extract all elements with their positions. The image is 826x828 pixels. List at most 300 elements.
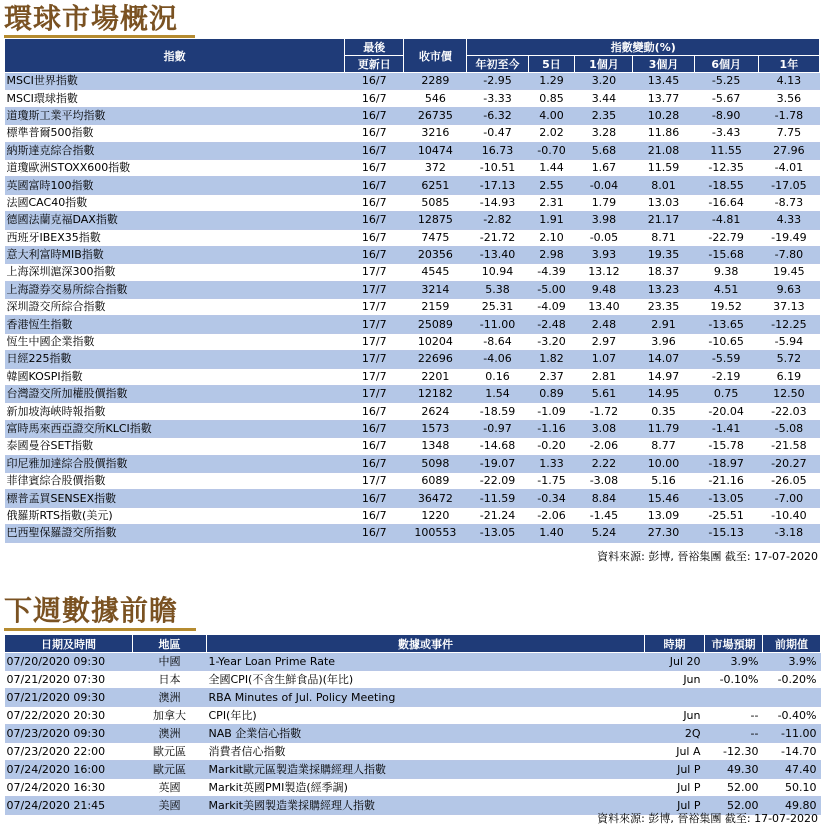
event-previous-cell: -0.20%	[763, 671, 821, 689]
event-name-cell: RBA Minutes of Jul. Policy Meeting	[207, 689, 645, 707]
update-date-cell: 17/7	[345, 264, 404, 281]
update-date-cell: 17/7	[345, 281, 404, 298]
event-forecast-cell: 52.00	[705, 797, 763, 815]
index-name-cell: 巴西聖保羅證交所指數	[5, 525, 345, 542]
6m-change-cell: -10.65	[694, 333, 758, 350]
header-period: 時期	[645, 635, 705, 653]
ytd-change-cell: 10.94	[467, 264, 528, 281]
close-price-cell: 3214	[404, 281, 467, 298]
6m-change-cell: -8.90	[694, 107, 758, 124]
6m-change-cell: 0.75	[694, 386, 758, 403]
header-datetime: 日期及時間	[5, 635, 133, 653]
close-price-cell: 6089	[404, 472, 467, 489]
update-date-cell: 17/7	[345, 368, 404, 385]
3m-change-cell: 13.45	[633, 73, 694, 90]
1m-change-cell: 1.79	[575, 194, 633, 211]
event-period-cell: Jul P	[645, 797, 705, 815]
5d-change-cell: -0.70	[528, 142, 575, 159]
1m-change-cell: 3.44	[575, 90, 633, 107]
6m-change-cell: 9.38	[694, 264, 758, 281]
table-row	[5, 107, 820, 124]
table-row	[5, 420, 820, 437]
1y-change-cell: -5.08	[758, 420, 819, 437]
update-date-cell: 16/7	[345, 194, 404, 211]
header-index: 指數	[5, 39, 345, 73]
event-previous-cell: -0.40%	[763, 707, 821, 725]
event-region-cell: 中國	[133, 653, 207, 671]
update-date-cell: 16/7	[345, 90, 404, 107]
3m-change-cell: 13.77	[633, 90, 694, 107]
1m-change-cell: 13.12	[575, 264, 633, 281]
event-period-cell: 2Q	[645, 725, 705, 743]
3m-change-cell: 19.35	[633, 246, 694, 263]
1y-change-cell: 6.19	[758, 368, 819, 385]
1y-change-cell: 5.72	[758, 351, 819, 368]
header-3m: 3個月	[633, 56, 694, 73]
5d-change-cell: -3.20	[528, 333, 575, 350]
1y-change-cell: -21.58	[758, 438, 819, 455]
event-datetime-cell: 07/23/2020 09:30	[5, 725, 133, 743]
6m-change-cell: -20.04	[694, 403, 758, 420]
1y-change-cell: 27.96	[758, 142, 819, 159]
1m-change-cell: 8.84	[575, 490, 633, 507]
close-price-cell: 22696	[404, 351, 467, 368]
table-row	[5, 490, 820, 507]
6m-change-cell: -3.43	[694, 125, 758, 142]
5d-change-cell: 2.02	[528, 125, 575, 142]
event-forecast-cell: 3.9%	[705, 653, 763, 671]
event-datetime-cell: 07/24/2020 16:30	[5, 779, 133, 797]
table-row	[5, 653, 821, 671]
close-price-cell: 5098	[404, 455, 467, 472]
1y-change-cell: -7.80	[758, 246, 819, 263]
5d-change-cell: 4.00	[528, 107, 575, 124]
event-period-cell: Jun	[645, 707, 705, 725]
ytd-change-cell: -10.51	[467, 159, 528, 176]
event-name-cell: Markit美國製造業採購經理人指數	[207, 797, 645, 815]
close-price-cell: 1573	[404, 420, 467, 437]
5d-change-cell: 0.89	[528, 386, 575, 403]
6m-change-cell: -18.55	[694, 177, 758, 194]
close-price-cell: 3216	[404, 125, 467, 142]
header-5d: 5日	[528, 56, 575, 73]
event-previous-cell: 3.9%	[763, 653, 821, 671]
index-name-cell: 新加坡海峽時報指數	[5, 403, 345, 420]
table-row	[5, 743, 821, 761]
close-price-cell: 12182	[404, 386, 467, 403]
5d-change-cell: -4.39	[528, 264, 575, 281]
1m-change-cell: 5.68	[575, 142, 633, 159]
5d-change-cell: 2.10	[528, 229, 575, 246]
event-period-cell: Jul A	[645, 743, 705, 761]
5d-change-cell: -1.09	[528, 403, 575, 420]
5d-change-cell: -2.48	[528, 316, 575, 333]
1m-change-cell: -0.05	[575, 229, 633, 246]
update-date-cell: 16/7	[345, 403, 404, 420]
1m-change-cell: 3.08	[575, 420, 633, 437]
close-price-cell: 7475	[404, 229, 467, 246]
1y-change-cell: 4.33	[758, 212, 819, 229]
close-price-cell: 1348	[404, 438, 467, 455]
header-previous: 前期值	[763, 635, 821, 653]
5d-change-cell: 1.91	[528, 212, 575, 229]
3m-change-cell: 18.37	[633, 264, 694, 281]
close-price-cell: 10474	[404, 142, 467, 159]
table-row	[5, 472, 820, 489]
index-name-cell: 泰國曼谷SET指數	[5, 438, 345, 455]
ytd-change-cell: -18.59	[467, 403, 528, 420]
event-previous-cell: 47.40	[763, 761, 821, 779]
6m-change-cell: -21.16	[694, 472, 758, 489]
events-table	[4, 634, 821, 815]
close-price-cell: 26735	[404, 107, 467, 124]
table-row	[5, 779, 821, 797]
event-name-cell: Markit歐元區製造業採購經理人指數	[207, 761, 645, 779]
1m-change-cell: 5.61	[575, 386, 633, 403]
1m-change-cell: -1.72	[575, 403, 633, 420]
table-row	[5, 194, 820, 211]
event-region-cell: 加拿大	[133, 707, 207, 725]
ytd-change-cell: 5.38	[467, 281, 528, 298]
index-name-cell: 標準普爾500指數	[5, 125, 345, 142]
ytd-change-cell: -4.06	[467, 351, 528, 368]
index-name-cell: 日經225指數	[5, 351, 345, 368]
6m-change-cell: -16.64	[694, 194, 758, 211]
event-period-cell	[645, 689, 705, 707]
update-date-cell: 17/7	[345, 351, 404, 368]
close-price-cell: 2201	[404, 368, 467, 385]
header-update-line1: 最後	[345, 39, 404, 56]
close-price-cell: 1220	[404, 507, 467, 524]
event-datetime-cell: 07/22/2020 20:30	[5, 707, 133, 725]
ytd-change-cell: -17.13	[467, 177, 528, 194]
table-row	[5, 142, 820, 159]
event-region-cell: 歐元區	[133, 761, 207, 779]
close-price-cell: 4545	[404, 264, 467, 281]
6m-change-cell: -5.67	[694, 90, 758, 107]
ytd-change-cell: 1.54	[467, 386, 528, 403]
ytd-change-cell: 0.16	[467, 368, 528, 385]
index-name-cell: 俄羅斯RTS指數(美元)	[5, 507, 345, 524]
1y-change-cell: 4.13	[758, 73, 819, 90]
1y-change-cell: -12.25	[758, 316, 819, 333]
events-title-underline	[4, 628, 196, 631]
index-name-cell: 上海深圳滬深300指數	[5, 264, 345, 281]
ytd-change-cell: -22.09	[467, 472, 528, 489]
ytd-change-cell: -13.05	[467, 525, 528, 542]
update-date-cell: 16/7	[345, 525, 404, 542]
3m-change-cell: 14.97	[633, 368, 694, 385]
ytd-change-cell: -3.33	[467, 90, 528, 107]
update-date-cell: 16/7	[345, 212, 404, 229]
table-row	[5, 351, 820, 368]
1y-change-cell: -8.73	[758, 194, 819, 211]
event-previous-cell: 49.80	[763, 797, 821, 815]
event-previous-cell: 50.10	[763, 779, 821, 797]
1m-change-cell: 1.67	[575, 159, 633, 176]
6m-change-cell: -15.68	[694, 246, 758, 263]
close-price-cell: 25089	[404, 316, 467, 333]
1m-change-cell: 3.20	[575, 73, 633, 90]
3m-change-cell: 10.00	[633, 455, 694, 472]
ytd-change-cell: -13.40	[467, 246, 528, 263]
index-name-cell: 德國法蘭克福DAX指數	[5, 212, 345, 229]
table-row	[5, 281, 820, 298]
3m-change-cell: 27.30	[633, 525, 694, 542]
3m-change-cell: 11.79	[633, 420, 694, 437]
header-6m: 6個月	[694, 56, 758, 73]
table-row	[5, 159, 820, 176]
event-period-cell: Jun	[645, 671, 705, 689]
index-name-cell: 印尼雅加達綜合股價指數	[5, 455, 345, 472]
3m-change-cell: 10.28	[633, 107, 694, 124]
event-name-cell: 全國CPI(不含生鮮食品)(年比)	[207, 671, 645, 689]
1m-change-cell: 2.97	[575, 333, 633, 350]
close-price-cell: 20356	[404, 246, 467, 263]
event-name-cell: 1-Year Loan Prime Rate	[207, 653, 645, 671]
6m-change-cell: 19.52	[694, 299, 758, 316]
event-name-cell: Markit英國PMI製造(經季調)	[207, 779, 645, 797]
ytd-change-cell: -14.93	[467, 194, 528, 211]
1m-change-cell: 2.81	[575, 368, 633, 385]
5d-change-cell: -1.16	[528, 420, 575, 437]
update-date-cell: 17/7	[345, 472, 404, 489]
5d-change-cell: 0.85	[528, 90, 575, 107]
header-1m: 1個月	[575, 56, 633, 73]
table-row	[5, 246, 820, 263]
event-forecast-cell: --	[705, 725, 763, 743]
1y-change-cell: -3.18	[758, 525, 819, 542]
table-row	[5, 403, 820, 420]
update-date-cell: 16/7	[345, 177, 404, 194]
ytd-change-cell: -2.82	[467, 212, 528, 229]
6m-change-cell: -5.59	[694, 351, 758, 368]
3m-change-cell: 0.35	[633, 403, 694, 420]
3m-change-cell: 23.35	[633, 299, 694, 316]
1y-change-cell: 12.50	[758, 386, 819, 403]
1y-change-cell: 19.45	[758, 264, 819, 281]
table-row	[5, 125, 820, 142]
close-price-cell: 2624	[404, 403, 467, 420]
index-name-cell: 法國CAC40指數	[5, 194, 345, 211]
3m-change-cell: 2.91	[633, 316, 694, 333]
update-date-cell: 16/7	[345, 420, 404, 437]
6m-change-cell: -15.13	[694, 525, 758, 542]
3m-change-cell: 3.96	[633, 333, 694, 350]
header-1y: 1年	[758, 56, 819, 73]
ytd-change-cell: -11.59	[467, 490, 528, 507]
5d-change-cell: 1.82	[528, 351, 575, 368]
1y-change-cell: 7.75	[758, 125, 819, 142]
1y-change-cell: -5.94	[758, 333, 819, 350]
market-source-note: 資料來源: 彭博, 晉裕集團 截至: 17-07-2020	[597, 550, 818, 563]
event-name-cell: CPI(年比)	[207, 707, 645, 725]
1y-change-cell: 37.13	[758, 299, 819, 316]
1m-change-cell: 1.07	[575, 351, 633, 368]
1y-change-cell: -4.01	[758, 159, 819, 176]
update-date-cell: 17/7	[345, 299, 404, 316]
1m-change-cell: 3.93	[575, 246, 633, 263]
index-name-cell: 道瓊歐洲STOXX600指數	[5, 159, 345, 176]
5d-change-cell: 1.44	[528, 159, 575, 176]
6m-change-cell: -18.97	[694, 455, 758, 472]
header-region: 地區	[133, 635, 207, 653]
index-name-cell: 納斯達克綜合指數	[5, 142, 345, 159]
5d-change-cell: 1.29	[528, 73, 575, 90]
ytd-change-cell: 25.31	[467, 299, 528, 316]
event-region-cell: 歐元區	[133, 743, 207, 761]
6m-change-cell: 11.55	[694, 142, 758, 159]
3m-change-cell: 8.77	[633, 438, 694, 455]
1y-change-cell: -20.27	[758, 455, 819, 472]
1y-change-cell: -17.05	[758, 177, 819, 194]
5d-change-cell: 2.55	[528, 177, 575, 194]
1m-change-cell: -2.06	[575, 438, 633, 455]
event-datetime-cell: 07/20/2020 09:30	[5, 653, 133, 671]
1y-change-cell: 3.56	[758, 90, 819, 107]
6m-change-cell: -25.51	[694, 507, 758, 524]
close-price-cell: 10204	[404, 333, 467, 350]
event-name-cell: NAB 企業信心指數	[207, 725, 645, 743]
6m-change-cell: -22.79	[694, 229, 758, 246]
1m-change-cell: 2.35	[575, 107, 633, 124]
index-name-cell: MSCI世界指數	[5, 73, 345, 90]
1m-change-cell: -0.04	[575, 177, 633, 194]
close-price-cell: 6251	[404, 177, 467, 194]
6m-change-cell: -13.05	[694, 490, 758, 507]
3m-change-cell: 13.23	[633, 281, 694, 298]
3m-change-cell: 14.95	[633, 386, 694, 403]
index-name-cell: 韓國KOSPI指數	[5, 368, 345, 385]
6m-change-cell: -15.78	[694, 438, 758, 455]
close-price-cell: 372	[404, 159, 467, 176]
3m-change-cell: 8.01	[633, 177, 694, 194]
5d-change-cell: -0.34	[528, 490, 575, 507]
event-period-cell: Jul 20	[645, 653, 705, 671]
event-datetime-cell: 07/23/2020 22:00	[5, 743, 133, 761]
update-date-cell: 16/7	[345, 107, 404, 124]
update-date-cell: 17/7	[345, 316, 404, 333]
3m-change-cell: 21.08	[633, 142, 694, 159]
header-update-line2: 更新日	[345, 56, 404, 73]
index-name-cell: 菲律賓綜合股價指數	[5, 472, 345, 489]
table-row	[5, 368, 820, 385]
event-datetime-cell: 07/24/2020 16:00	[5, 761, 133, 779]
1m-change-cell: -1.45	[575, 507, 633, 524]
index-name-cell: 英國富時100指數	[5, 177, 345, 194]
event-region-cell: 澳洲	[133, 725, 207, 743]
6m-change-cell: -2.19	[694, 368, 758, 385]
index-name-cell: 香港恆生指數	[5, 316, 345, 333]
5d-change-cell: -1.75	[528, 472, 575, 489]
ytd-change-cell: -6.32	[467, 107, 528, 124]
close-price-cell: 36472	[404, 490, 467, 507]
1m-change-cell: 3.98	[575, 212, 633, 229]
header-close: 收市價	[404, 39, 467, 73]
1m-change-cell: 5.24	[575, 525, 633, 542]
event-previous-cell: -11.00	[763, 725, 821, 743]
event-region-cell: 澳洲	[133, 689, 207, 707]
5d-change-cell: -4.09	[528, 299, 575, 316]
table-row	[5, 264, 820, 281]
ytd-change-cell: -21.72	[467, 229, 528, 246]
1y-change-cell: 9.63	[758, 281, 819, 298]
ytd-change-cell: -11.00	[467, 316, 528, 333]
1y-change-cell: -10.40	[758, 507, 819, 524]
6m-change-cell: -4.81	[694, 212, 758, 229]
update-date-cell: 16/7	[345, 455, 404, 472]
update-date-cell: 16/7	[345, 246, 404, 263]
5d-change-cell: 1.40	[528, 525, 575, 542]
header-forecast: 市場預期	[705, 635, 763, 653]
close-price-cell: 5085	[404, 194, 467, 211]
index-name-cell: 恆生中國企業指數	[5, 333, 345, 350]
event-datetime-cell: 07/24/2020 21:45	[5, 797, 133, 815]
event-region-cell: 日本	[133, 671, 207, 689]
market-section-title: 環球市場概況	[4, 2, 179, 35]
1y-change-cell: -26.05	[758, 472, 819, 489]
table-row	[5, 725, 821, 743]
table-row	[5, 73, 820, 90]
close-price-cell: 100553	[404, 525, 467, 542]
5d-change-cell: 2.31	[528, 194, 575, 211]
events-section-title: 下週數據前瞻	[4, 594, 179, 627]
table-row	[5, 177, 820, 194]
3m-change-cell: 21.17	[633, 212, 694, 229]
1y-change-cell: -1.78	[758, 107, 819, 124]
index-name-cell: 富時馬來西亞證交所KLCI指數	[5, 420, 345, 437]
index-name-cell: 台灣證交所加權股價指數	[5, 386, 345, 403]
header-change-group: 指數變動(%)	[467, 39, 820, 56]
3m-change-cell: 13.03	[633, 194, 694, 211]
ytd-change-cell: -8.64	[467, 333, 528, 350]
1m-change-cell: 9.48	[575, 281, 633, 298]
table-row	[5, 761, 821, 779]
3m-change-cell: 14.07	[633, 351, 694, 368]
5d-change-cell: -2.06	[528, 507, 575, 524]
5d-change-cell: 2.98	[528, 246, 575, 263]
index-name-cell: 深圳證交所綜合指數	[5, 299, 345, 316]
1m-change-cell: 3.28	[575, 125, 633, 142]
ytd-change-cell: -0.97	[467, 420, 528, 437]
table-row	[5, 525, 820, 542]
table-row	[5, 671, 821, 689]
table-row	[5, 229, 820, 246]
table-row	[5, 707, 821, 725]
3m-change-cell: 11.86	[633, 125, 694, 142]
5d-change-cell: 2.37	[528, 368, 575, 385]
1m-change-cell: -3.08	[575, 472, 633, 489]
table-row	[5, 386, 820, 403]
event-region-cell: 英國	[133, 779, 207, 797]
6m-change-cell: -5.25	[694, 73, 758, 90]
event-period-cell: Jul P	[645, 761, 705, 779]
event-region-cell: 美國	[133, 797, 207, 815]
ytd-change-cell: 16.73	[467, 142, 528, 159]
table-row	[5, 299, 820, 316]
event-previous-cell: -14.70	[763, 743, 821, 761]
6m-change-cell: 4.51	[694, 281, 758, 298]
3m-change-cell: 13.09	[633, 507, 694, 524]
update-date-cell: 16/7	[345, 125, 404, 142]
event-datetime-cell: 07/21/2020 07:30	[5, 671, 133, 689]
close-price-cell: 2159	[404, 299, 467, 316]
5d-change-cell: -5.00	[528, 281, 575, 298]
1m-change-cell: 2.22	[575, 455, 633, 472]
1y-change-cell: -7.00	[758, 490, 819, 507]
update-date-cell: 16/7	[345, 438, 404, 455]
1y-change-cell: -22.03	[758, 403, 819, 420]
